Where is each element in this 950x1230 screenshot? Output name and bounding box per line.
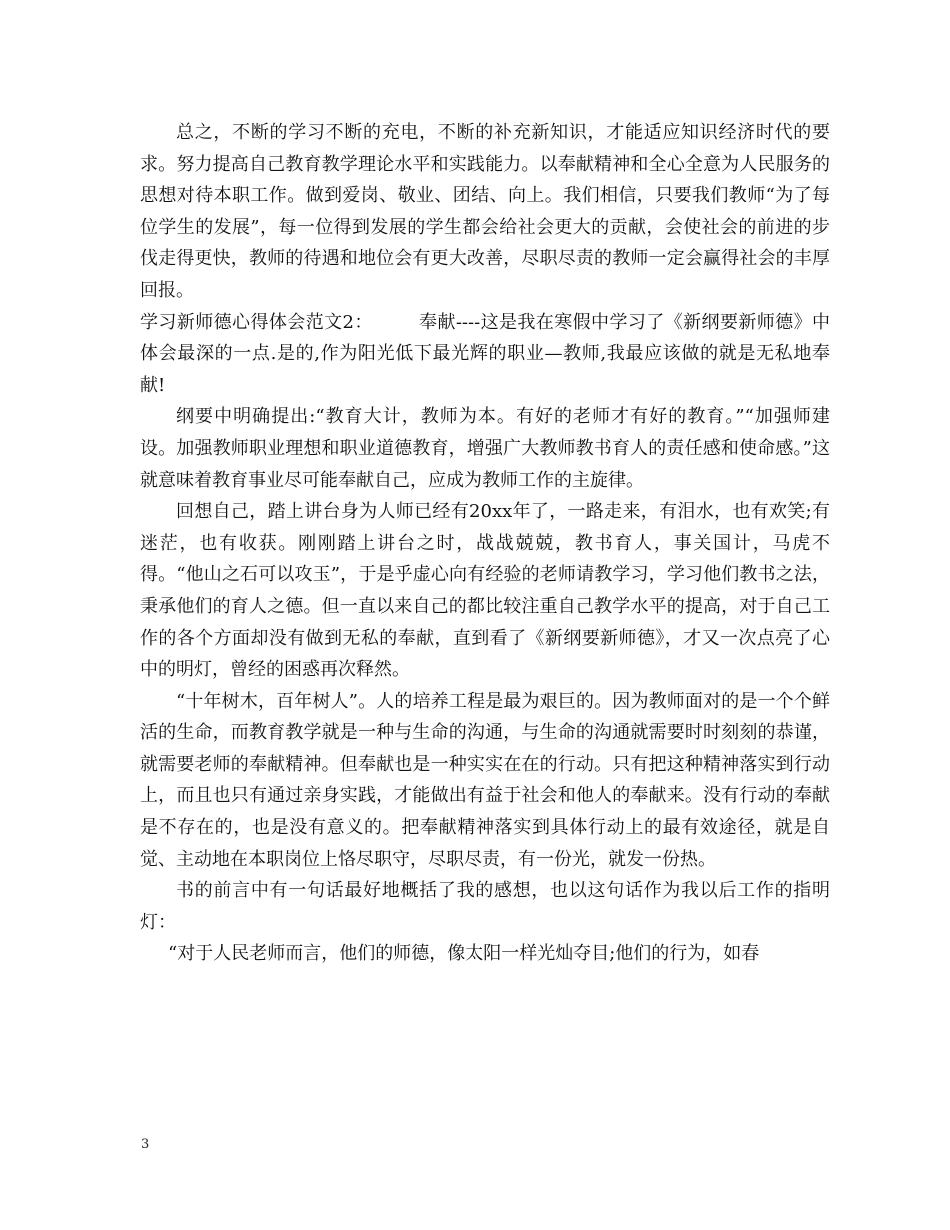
page-number: 3 [141, 1137, 150, 1152]
paragraph-essay-2-title: 学习新师德心得体会范文2： 奉献----这是我在寒假中学习了《新纲要新师德》中体会最深的一点.是的,作为阳光低下最光辉的职业—教师,我最应该做的就是无私地奉献! [140, 311, 830, 396]
paragraph-reflection: 回想自己，踏上讲台身为人师已经有20xx年了，一路走来，有泪水，也有欢笑;有迷茫，也有收获。刚刚踏上讲台之时，战战兢兢，教书育人，事关国计，马虎不得。“他山之石可以攻玉”，于是乎虚心向有经验的老师请教学习，学习他们教书之法，秉承他们的育人之德。但一直以来自己的都比较注重自己教学水平的提高，对于自己工作的各个方面却没有做到无私的奉献，直到看了《新纲要新师德》，才又一次点亮了心中的明灯，曾经的困惑再次释然。 [140, 501, 830, 681]
paragraph-closing-quote: “对于人民老师而言，他们的师德，像太阳一样光灿夺目;他们的行为，如春 [168, 943, 760, 965]
paragraph-dedication: “十年树木，百年树人”。人的培养工程是最为艰巨的。因为教师面对的是一个个鲜活的生命，而教育教学就是一种与生命的沟通，与生命的沟通就需要时时刻刻的恭谨，就需要老师的奉献精神。但奉献也是一种实实在在的行动。只有把这种精神落实到行动上，而且也只有通过亲身实践，才能做出有益于社会和他人的奉献来。没有行动的奉献是不存在的，也是没有意义的。把奉献精神落实到具体行动上的最有效途径，就是自觉、主动地在本职岗位上恪尽职守，尽职尽责，有一份光，就发一份热。 [140, 690, 830, 870]
paragraph-book-preface: 书的前言中有一句话最好地概括了我的感想，也以这句话作为我以后工作的指明灯： [140, 880, 830, 933]
paragraph-outline-quote: 纲要中明确提出:“教育大计，教师为本。有好的老师才有好的教育。”“加强师建设。加强教师职业理想和职业道德教育，增强广大教师教书育人的责任感和使命感。”这就意味着教育事业尽可能奉献自己，应成为教师工作的主旋律。 [140, 406, 830, 491]
paragraph-conclusion: 总之，不断的学习不断的充电，不断的补充新知识，才能适应知识经济时代的要求。努力提高自己教育教学理论水平和实践能力。以奉献精神和全心全意为人民服务的思想对待本职工作。做到爱岗、敬业、团结、向上。我们相信，只要我们教师“为了每位学生的发展”，每一位得到发展的学生都会给社会更大的贡献，会使社会的前进的步伐走得更快，教师的待遇和地位会有更大改善，尽职尽责的教师一定会赢得社会的丰厚回报。 [140, 122, 830, 301]
body-text [140, 117, 830, 970]
